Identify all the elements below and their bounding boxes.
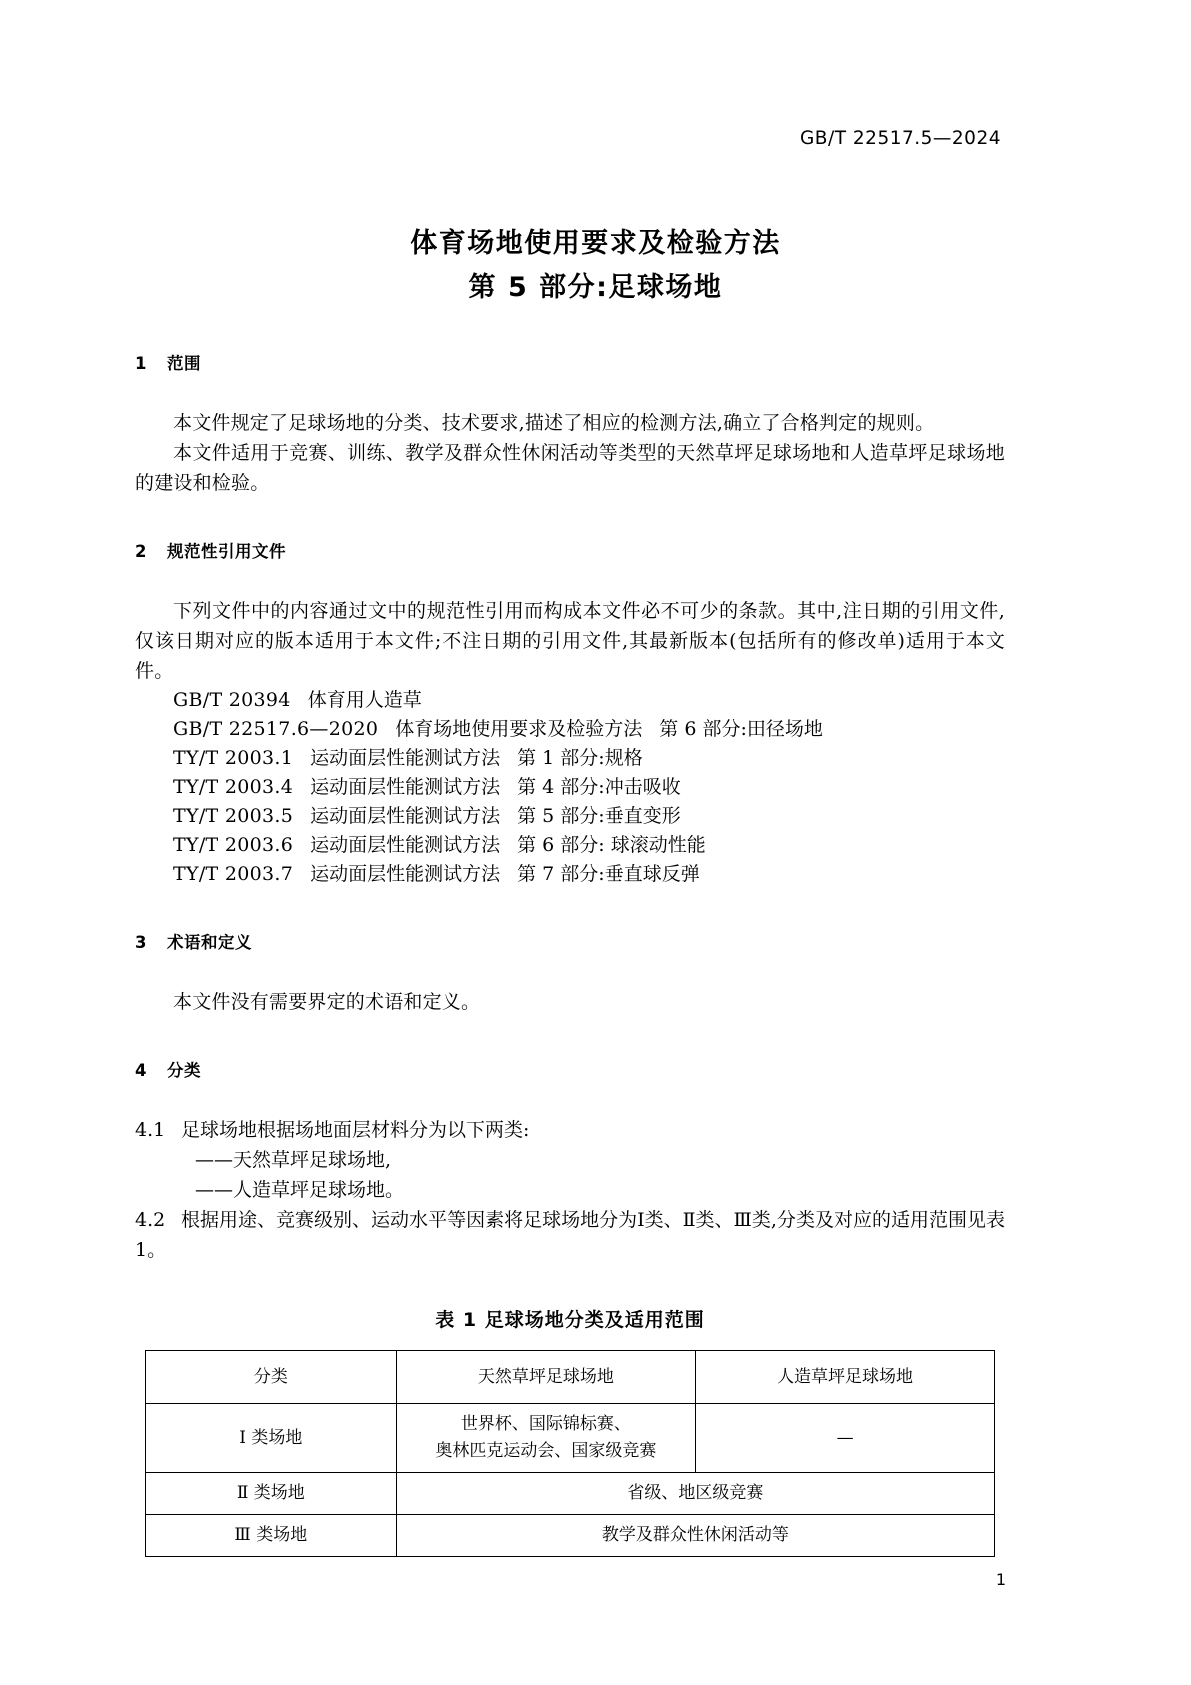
section-1-paragraph-2: 本文件适用于竞赛、训练、教学及群众性休闲活动等类型的天然草坪足球场地和人造草坪足球场地的建设和检验。 [135,442,1005,494]
page-number: 1 [995,1570,1006,1589]
reference-part: 第 6 部分:田径场地 [659,718,823,740]
reference-code: TY/T 2003.1 [173,747,294,769]
table-header-cell-artificial-turf: 人造草坪足球场地 [696,1351,995,1404]
table-header-cell-category: 分类 [146,1351,397,1404]
clause-4-2-text: 根据用途、竞赛级别、运动水平等因素将足球场地分为Ⅰ类、Ⅱ类、Ⅲ类,分类及对应的适用范围见表 1。 [135,1209,1005,1261]
reference-part: 第 1 部分:规格 [517,747,643,769]
reference-code: TY/T 2003.4 [173,776,294,798]
section-title-1: 范围 [167,354,201,373]
table-row [146,1404,995,1473]
running-header [800,128,1001,149]
document-title [0,222,1191,310]
section-3-paragraph-1: 本文件没有需要界定的术语和定义。 [173,991,481,1013]
table-cell-category: Ⅱ 类场地 [146,1473,397,1515]
clause-4-2-number: 4.2 [135,1209,166,1231]
clause-4-1-item: ——天然草坪足球场地, [195,1149,392,1171]
section-title-4: 分类 [167,1061,201,1080]
reference-name: 运动面层性能测试方法 [310,834,501,856]
clause-4-1 [135,1115,1005,1145]
reference-part: 第 4 部分:冲击吸收 [517,776,681,798]
reference-name: 体育场地使用要求及检验方法 [395,718,643,740]
reference-item [135,715,1005,744]
reference-code: TY/T 2003.7 [173,863,294,885]
section-number-1: 1 [135,354,147,373]
reference-name: 运动面层性能测试方法 [310,805,501,827]
clause-4-1-item: ——人造草坪足球场地。 [195,1179,405,1201]
table-cell-artificial-turf: — [696,1404,995,1473]
reference-part: 第 6 部分: 球滚动性能 [517,834,706,856]
reference-name: 运动面层性能测试方法 [310,776,501,798]
section-number-4: 4 [135,1061,147,1080]
reference-name: 体育用人造草 [307,689,422,711]
normative-reference-list [135,686,1005,889]
table-cell-natural-turf [396,1404,695,1473]
table-cell-category: Ⅰ 类场地 [146,1404,397,1473]
title-line-2: 第 5 部分:足球场地 [468,272,723,303]
document-body [135,350,1005,1557]
reference-item [135,860,1005,889]
title-line-1: 体育场地使用要求及检验方法 [410,228,781,259]
table-cell-merged-scope: 省级、地区级竞赛 [396,1473,994,1515]
section-heading-4 [135,1057,1005,1081]
table-1-caption: 表 1 足球场地分类及适用范围 [435,1309,705,1331]
reference-part: 第 7 部分:垂直球反弹 [517,863,700,885]
reference-item [135,744,1005,773]
table-cell-line-2: 奥林匹克运动会、国家级竞赛 [435,1441,657,1461]
table-row [146,1473,995,1515]
clause-4-1-number: 4.1 [135,1119,166,1141]
table-header-cell-natural-turf: 天然草坪足球场地 [396,1351,695,1404]
reference-code: TY/T 2003.5 [173,805,294,827]
reference-code: TY/T 2003.6 [173,834,294,856]
clause-4-2 [135,1205,1005,1265]
reference-name: 运动面层性能测试方法 [310,863,501,885]
section-number-2: 2 [135,542,147,561]
reference-item [135,802,1005,831]
section-1-paragraph-1: 本文件规定了足球场地的分类、技术要求,描述了相应的检测方法,确立了合格判定的规则。 [173,412,935,434]
reference-name: 运动面层性能测试方法 [310,747,501,769]
table-1 [145,1350,995,1557]
table-cell-merged-scope: 教学及群众性休闲活动等 [396,1515,994,1557]
standard-number: GB/T 22517.5—2024 [799,128,1001,149]
section-number-3: 3 [135,933,147,952]
table-header-row [146,1351,995,1404]
reference-item [135,831,1005,860]
section-heading-1 [135,350,1005,374]
section-2-paragraph-1: 下列文件中的内容通过文中的规范性引用而构成本文件必不可少的条款。其中,注日期的引用文件,仅该日期对应的版本适用于本文件;不注日期的引用文件,其最新版本(包括所有的修改单)适用于本文件。 [135,600,1005,682]
section-title-3: 术语和定义 [167,933,252,952]
reference-code: GB/T 22517.6—2020 [173,718,379,740]
reference-item [135,686,1005,715]
reference-part: 第 5 部分:垂直变形 [517,805,681,827]
section-heading-3 [135,929,1005,953]
table-row [146,1515,995,1557]
table-cell-line-1: 世界杯、国际锦标赛、 [460,1414,631,1434]
reference-code: GB/T 20394 [173,689,291,711]
clause-4-1-text: 足球场地根据场地面层材料分为以下两类: [181,1119,530,1141]
table-cell-category: Ⅲ 类场地 [146,1515,397,1557]
section-title-2: 规范性引用文件 [167,542,286,561]
reference-item [135,773,1005,802]
section-heading-2 [135,538,1005,562]
